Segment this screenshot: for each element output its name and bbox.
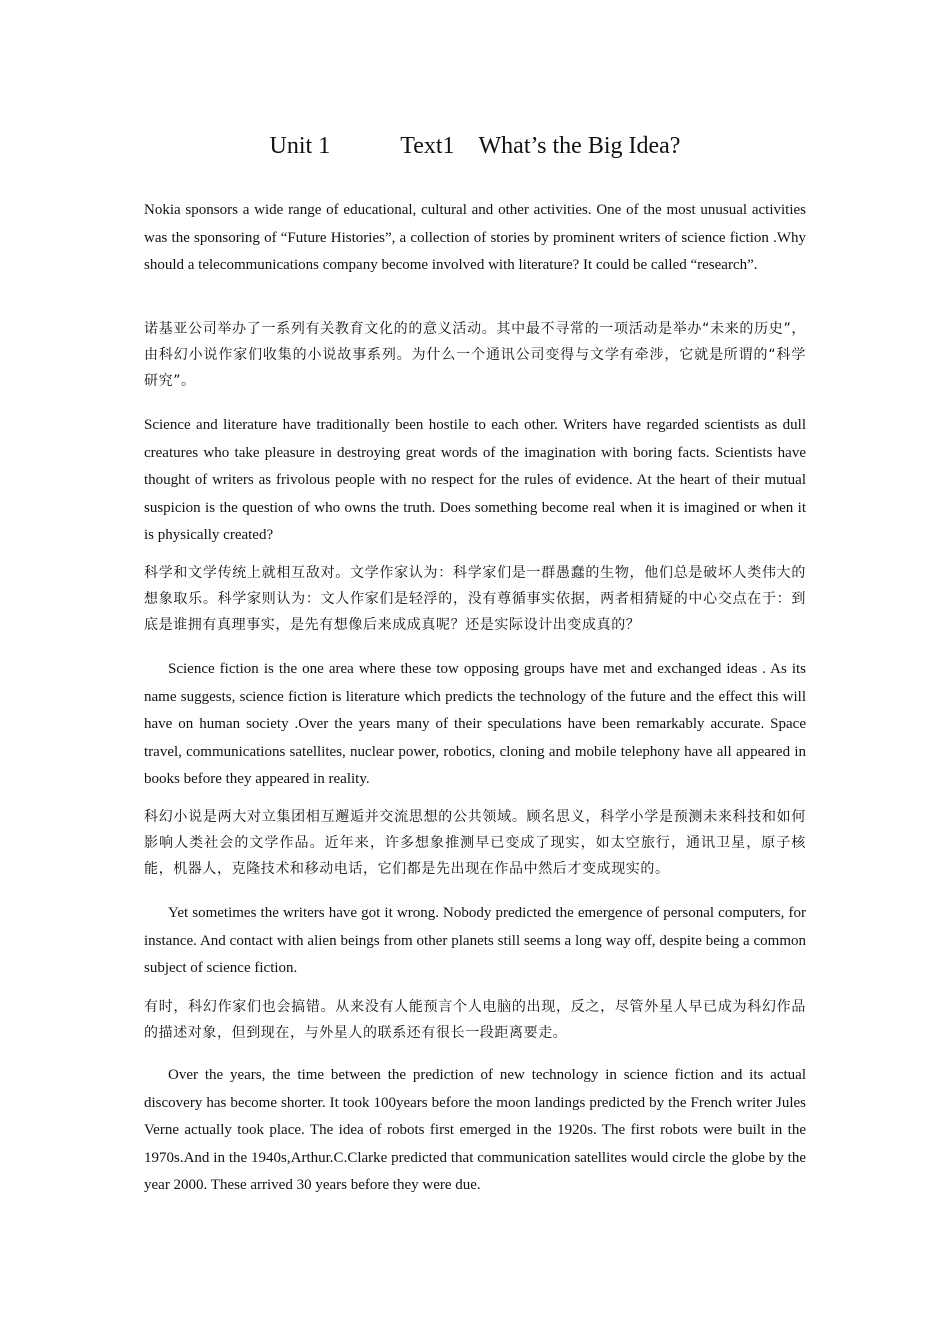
english-paragraph: Yet sometimes the writers have got it wrong. Nobody predicted the emergence of personal computers, for instance. And contact with alien beings from other planets still seems a long way off, despite being a common subject of science fiction.	[144, 905, 806, 976]
english-paragraph: Nokia sponsors a wide range of educational, cultural and other activities. One of the most unusual activities was the sponsoring of “Future Histories”, a collection of stories by prominent writers of science fiction .Why should a telecommunications company become involved with literature? It could be called “research”.	[144, 202, 806, 273]
paragraph-2-zh	[144, 560, 806, 638]
paragraph-4-en	[144, 900, 806, 983]
chinese-paragraph: 科幻小说是两大对立集团相互邂逅并交流思想的公共领域。顾名思义，科学小学是预测未来科技和如何影响人类社会的文学作品。近年来，许多想象推测早已变成了现实，如太空旅行，通讯卫星，原子核能，机器人，克隆技术和移动电话，它们都是先出现在作品中然后才变成现实的。	[144, 809, 806, 877]
title-unit: Unit 1	[269, 133, 331, 159]
paragraph-5-en	[144, 1062, 806, 1200]
chinese-paragraph: 有时，科幻作家们也会搞错。从来没有人能预言个人电脑的出现，反之，尽管外星人早已成为科幻作品的描述对象，但到现在，与外星人的联系还有很长一段距离要走。	[144, 999, 806, 1041]
title-text-number: Text1	[400, 133, 455, 159]
paragraph-1-zh	[144, 316, 806, 394]
paragraph-1-en	[144, 197, 806, 280]
paragraph-3-zh	[144, 804, 806, 882]
paragraph-4-zh	[144, 994, 806, 1046]
paragraph-2-en	[144, 412, 806, 550]
english-paragraph: Science and literature have traditionally been hostile to each other. Writers have regarded scientists as dull creatures who take pleasure in destroying great words of the imagination with boring facts. Scientists have thought of writers as frivolous people with no respect for the rules of evidence. At the heart of their mutual suspicion is the question of who owns the truth. Does something become real when it is imagined or when it is physically created?	[144, 417, 806, 543]
english-paragraph: Science fiction is the one area where these tow opposing groups have met and exchanged ideas . As its name suggests, science fiction is literature which predicts the technology of the future and the effect this will have on human society .Over the years many of their speculations have been remarkably accurate. Space travel, communications satellites, nuclear power, robotics, cloning and mobile telephony have all appeared in books before they appeared in reality.	[144, 661, 806, 787]
chinese-paragraph: 科学和文学传统上就相互敌对。文学作家认为：科学家们是一群愚蠢的生物，他们总是破坏人类伟大的想象取乐。科学家则认为：文人作家们是轻浮的，没有尊循事实依据，两者相猜疑的中心交点在于：到底是谁拥有真理事实，是先有想像后来成成真呢？还是实际设计出变成真的？	[144, 565, 806, 633]
english-paragraph: Over the years, the time between the prediction of new technology in science fiction and its actual discovery has become shorter. It took 100years before the moon landings predicted by the French writer Jules Verne actually took place. The idea of robots first emerged in the 1920s. The first robots were built in the 1970s.And in the 1940s,Arthur.C.Clarke predicted that communication satellites would circle the globe by the year 2000. These arrived 30 years before they were due.	[144, 1067, 806, 1193]
paragraph-3-en	[144, 656, 806, 794]
chinese-paragraph: 诺基亚公司举办了一系列有关教育文化的的意义活动。其中最不寻常的一项活动是举办“未来的历史”，由科幻小说作家们收集的小说故事系列。为什么一个通讯公司变得与文学有牵涉，它就是所谓的“科学研究”。	[144, 321, 806, 389]
title-heading: What’s the Big Idea?	[478, 133, 681, 159]
page-title	[0, 130, 950, 162]
